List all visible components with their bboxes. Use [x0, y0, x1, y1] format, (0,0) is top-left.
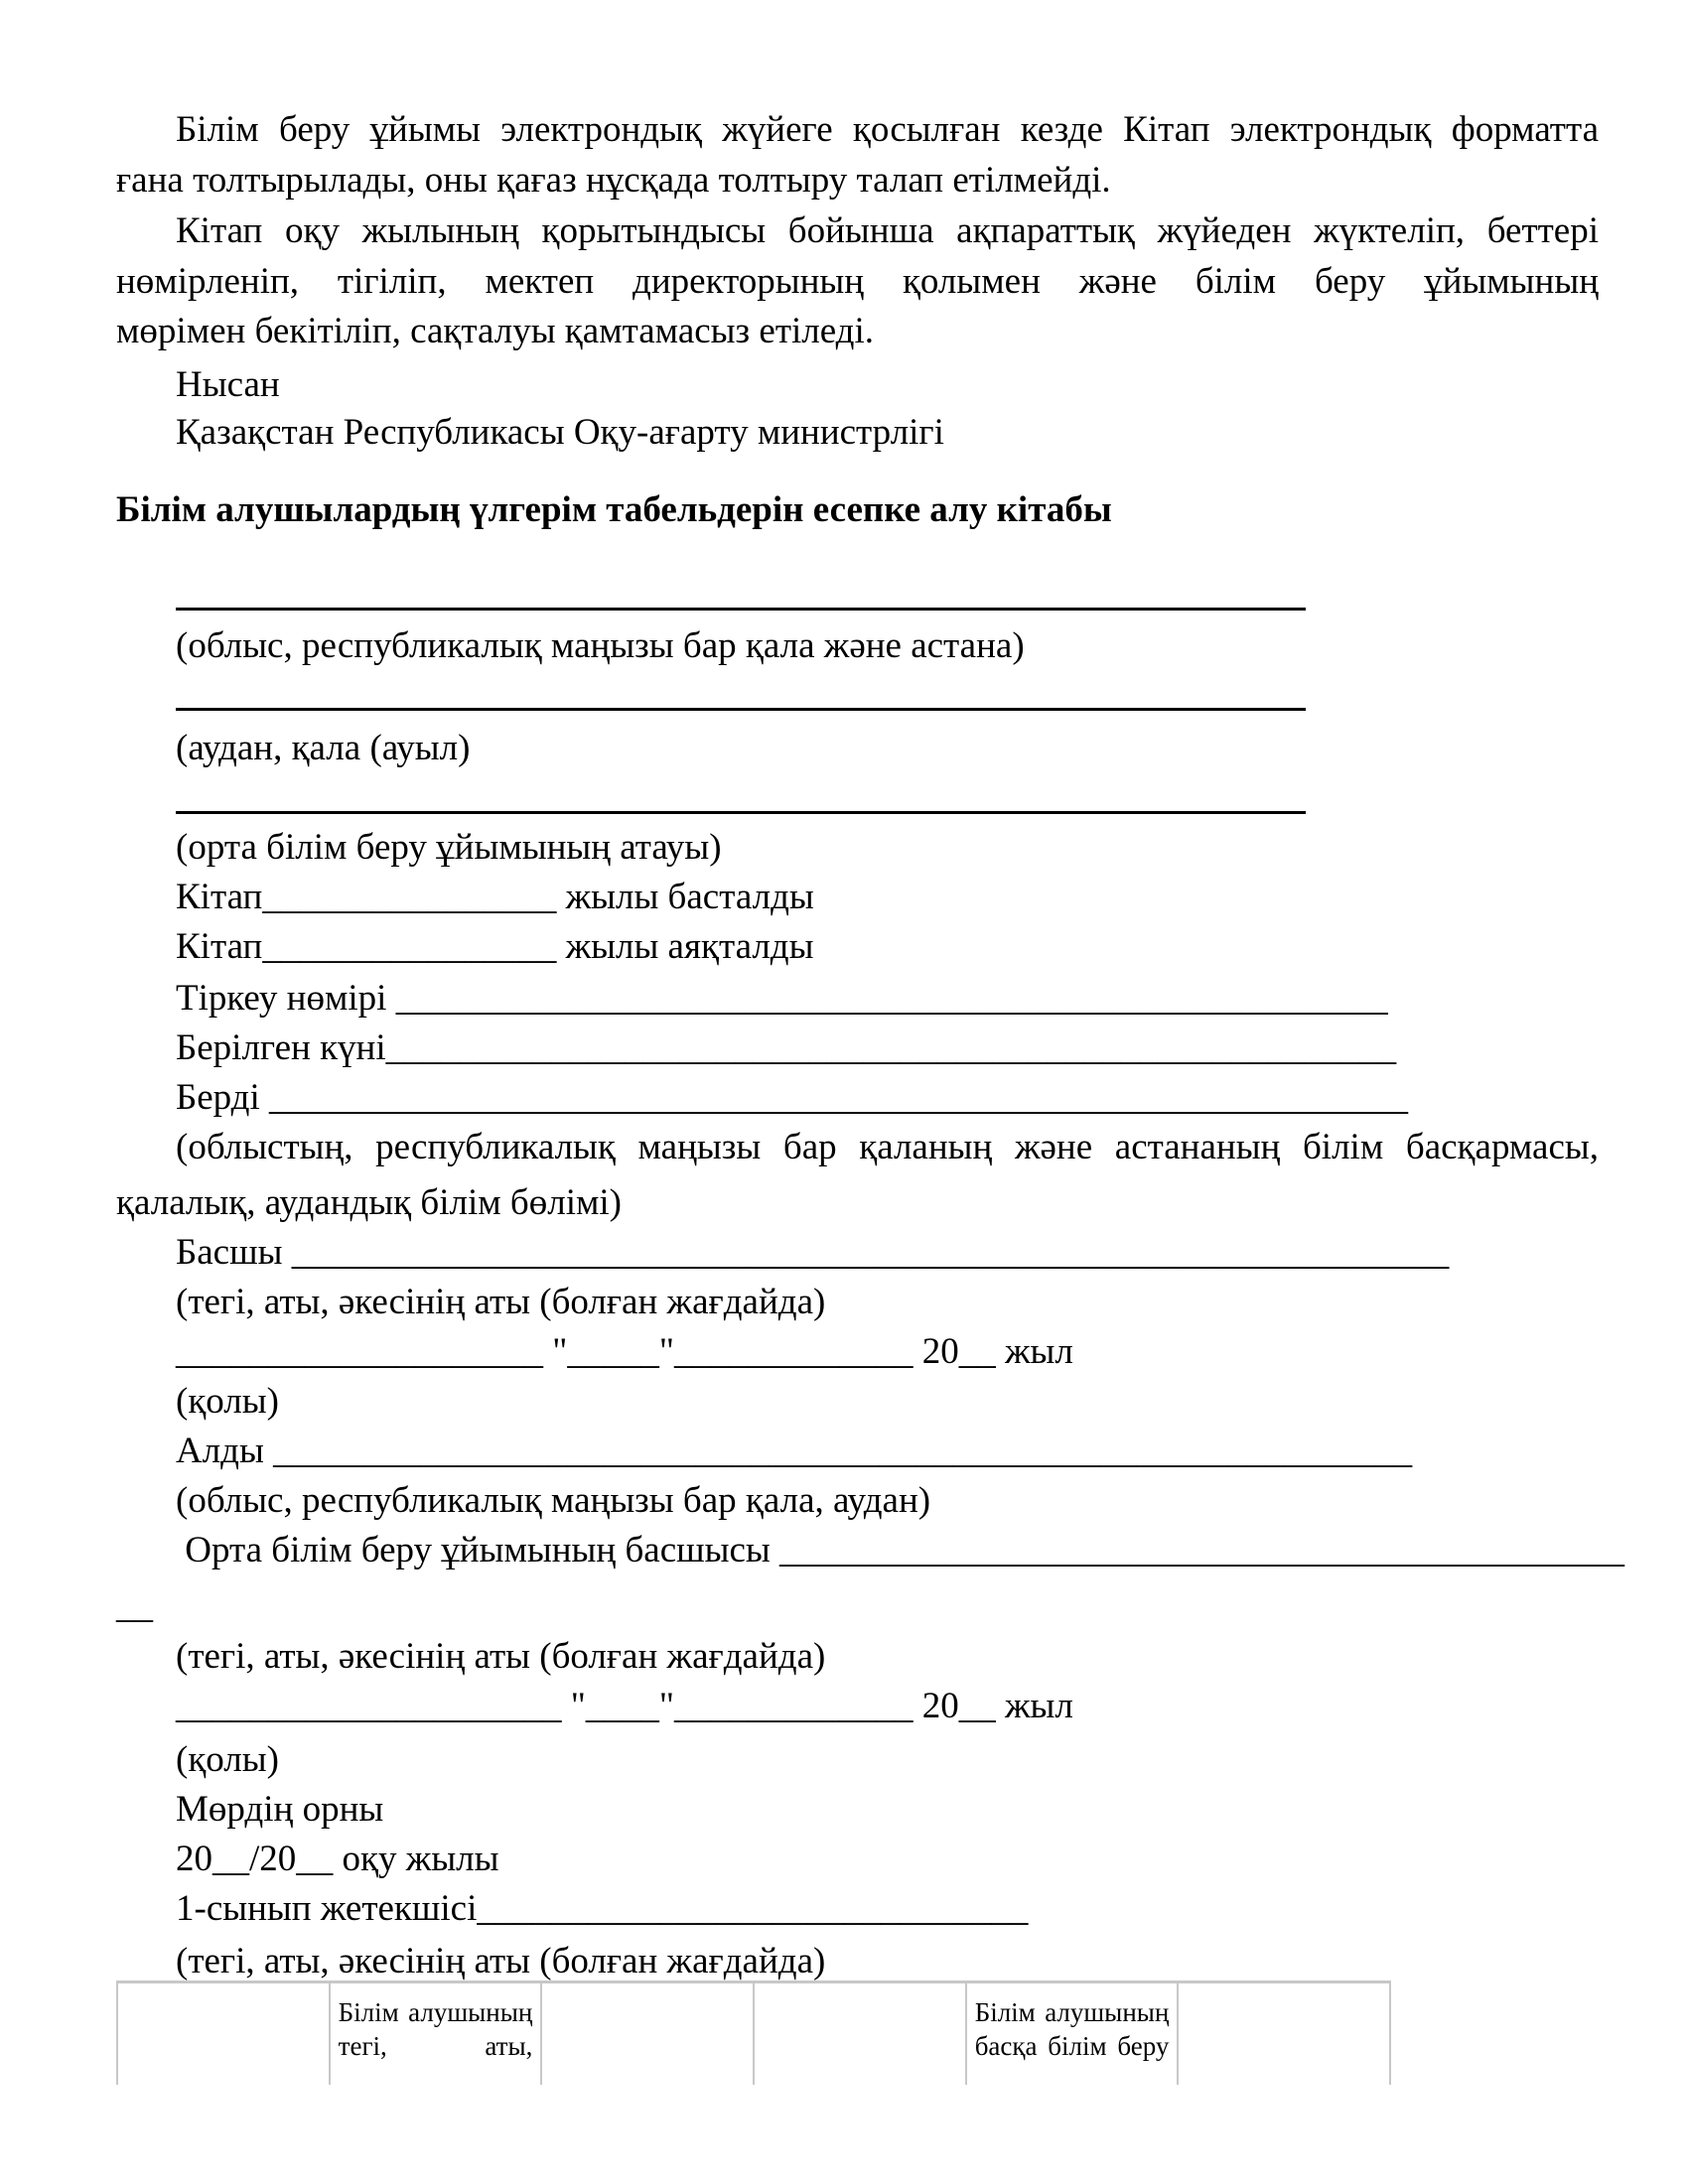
caption-organization: (орта білім беру ұйымының атауы)	[176, 827, 722, 868]
paragraph3-line1: (облыстың, республикалық маңызы бар қаланың және астананың білім басқармасы,	[176, 1127, 1599, 1167]
table-cell-1	[116, 1983, 329, 2085]
caption-signature-1: (қолы)	[176, 1381, 279, 1422]
field-head: Басшы _______________________________________________________________	[176, 1232, 1450, 1273]
paragraph2-line2: нөмірленіп, тігіліп, мектеп директорының қолымен және білім беру ұйымының	[116, 261, 1599, 302]
field-class-teacher: 1-сынып жетекшісі______________________________	[176, 1888, 1029, 1929]
field-school-head: Орта білім беру ұйымының басшысы ______________________________________________	[176, 1530, 1625, 1570]
records-table	[116, 1980, 1391, 2085]
field-received-by: Алды ______________________________________________________________	[176, 1431, 1413, 1471]
blank-field-rule-organization	[176, 769, 1306, 814]
caption-fullname-1: (тегі, аты, әкесінің аты (болған жағдайда)	[176, 1282, 826, 1322]
paragraph3-line2: қалалық, аудандық білім бөлімі)	[116, 1182, 623, 1223]
blank-field-rule-district	[176, 666, 1306, 711]
paragraph2-line1: Кітап оқу жылының қорытындысы бойынша ақпараттық жүйеден жүктеліп, беттері	[176, 210, 1599, 251]
caption-district: (аудан, қала (ауыл)	[176, 728, 471, 768]
field-school-head-wrap: __	[116, 1585, 153, 1626]
table-cell-3	[540, 1983, 753, 2085]
paragraph1-line2: ғана толтырылады, оны қағаз нұсқада толтыру талап етілмейді.	[116, 160, 1111, 201]
caption-fullname-3: (тегі, аты, әкесінің аты (болған жағдайда)	[176, 1941, 826, 1981]
form-note: Нысан	[176, 364, 280, 405]
field-issued-by: Берді ______________________________________________________________	[176, 1077, 1409, 1118]
field-registration-number: Тіркеу нөмірі ______________________________________________________	[176, 978, 1388, 1019]
table-cell-4	[753, 1983, 965, 2085]
signature-date-line-2: _____________________ "____"_____________ 20__ жыл	[176, 1686, 1073, 1726]
paragraph2-line3: мөрімен бекітіліп, сақталуы қамтамасыз етіледі.	[116, 311, 875, 351]
table-cell-other-education: Білім алушының басқа білім беру	[965, 1983, 1178, 2085]
caption-signature-2: (қолы)	[176, 1739, 279, 1780]
field-book-ended: Кітап________________ жылы аяқталды	[176, 926, 814, 967]
seal-place-line: Мөрдің орны	[176, 1789, 384, 1830]
caption-fullname-2: (тегі, аты, әкесінің аты (болған жағдайда)	[176, 1636, 826, 1677]
paragraph1-line1: Білім беру ұйымы электрондық жүйеге қосылған кезде Кітап электрондық форматта	[176, 109, 1599, 150]
page-title: Білім алушылардың үлгерім табельдерін есепке алу кітабы	[116, 489, 1112, 530]
caption-region-2: (облыс, республикалық маңызы бар қала, аудан)	[176, 1480, 931, 1521]
field-issue-date: Берілген күні_______________________________________________________	[176, 1027, 1397, 1068]
signature-date-line-1: ____________________ "_____"_____________ 20__ жыл	[176, 1331, 1073, 1372]
blank-field-rule-region	[176, 566, 1306, 611]
academic-year-line: 20__/20__ оқу жылы	[176, 1839, 499, 1879]
table-cell-student-name: Білім алушының тегі, аты,	[329, 1983, 541, 2085]
table-cell-6	[1177, 1983, 1391, 2085]
ministry-line: Қазақстан Республикасы Оқу-ағарту министрлігі	[176, 412, 944, 453]
caption-region: (облыс, республикалық маңызы бар қала және астана)	[176, 625, 1025, 666]
field-book-started: Кітап________________ жылы басталды	[176, 877, 814, 917]
